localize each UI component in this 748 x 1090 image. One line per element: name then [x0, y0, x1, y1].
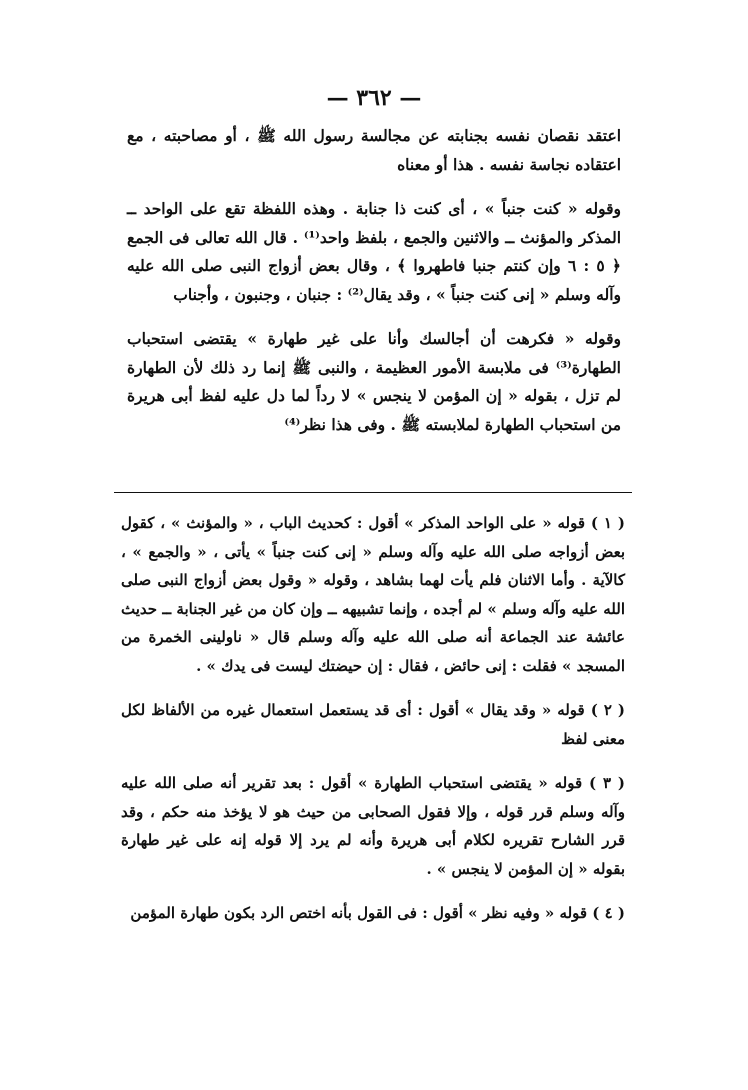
footnote-3: ( ٣ ) قوله « يقتضى استحباب الطهارة » أقول : بعد تقرير أنه صلى الله عليه وآله وسلم قرر قوله ، وإلا فقول الصحابى من حيث هو لا يؤخذ منه حكم ، وقد قرر الشارح تقريره لكلام أبى هريرة وأنه لم يرد إلا قوله إنه على غير طهارة بقوله « إن المؤمن لا ينجس » . — [121, 774, 626, 878]
footnote-4: ( ٤ ) قوله « وفيه نظر » أقول : فى القول بأنه اختص الرد بكون طهارة المؤمن — [130, 904, 625, 922]
main-text — [127, 122, 621, 455]
body-paragraph-2: وقوله « كنت جنباً » ، أى كنت ذا جنابة . وهذه اللفظة تقع على الواحد ــ المذكر والمؤنث ــ والاثنين والجمع ، بلفظ واحد⁽¹⁾ . قال الله تعالى فى الجمع ﴿ ٥ : ٦ وإن كنتم جنبا فاطهروا ﴾ ، وقال بعض أزواج النبى صلى الله عليه وآله وسلم « إنى كنت جنباً » ، وقد يقال⁽²⁾ : جنبان ، وجنبون ، وأجناب — [127, 199, 622, 304]
footnote-2: ( ٢ ) قوله « وقد يقال » أقول : أى قد يستعمل استعمال غيره من الألفاظ لكل معنى لفظ — [121, 701, 625, 748]
footnotes — [121, 509, 625, 944]
footnote-divider — [114, 492, 632, 493]
page-number: — ٣٦٢ — — [326, 85, 422, 111]
footnote-1: ( ١ ) قوله « على الواحد المذكر » أقول : كحديث الباب ، « والمؤنث » ، كقول بعض أزواجه صلى الله عليه وآله وسلم « إنى كنت جنباً » يأتى ، « والجمع » ، كالآية . وأما الاثنان فلم يأت لهما بشاهد ، وقوله « وقول بعض أزواج النبى صلى الله عليه وآله وسلم » لم أجده ، وإنما تشبيهه ــ وإن كان من غير الجنابة ــ حديث عائشة عند الجماعة أنه صلى الله عليه وآله وسلم قال « ناولينى الخمرة من المسجد » فقلت : إنى حائض ، فقال : إن حيضتك ليست فى يدك » . — [121, 514, 625, 675]
body-paragraph-1: اعتقد نقصان نفسه بجنابته عن مجالسة رسول الله ﷺ ، أو مصاحبته ، مع اعتقاده نجاسة نفسه . هذا أو معناه — [127, 126, 621, 174]
body-paragraph-3: وقوله « فكرهت أن أجالسك وأنا على غير طهارة » يقتضى استحباب الطهارة⁽³⁾ فى ملابسة الأمور العظيمة ، والنبى ﷺ إنما رد ذلك لأن الطهارة لم تزل ، بقوله « إن المؤمن لا ينجس » لا رداً لما دل عليه لفظ أبى هريرة من استحباب الطهارة لملابسته ﷺ . وفى هذا نظر⁽⁴⁾ — [127, 329, 621, 434]
